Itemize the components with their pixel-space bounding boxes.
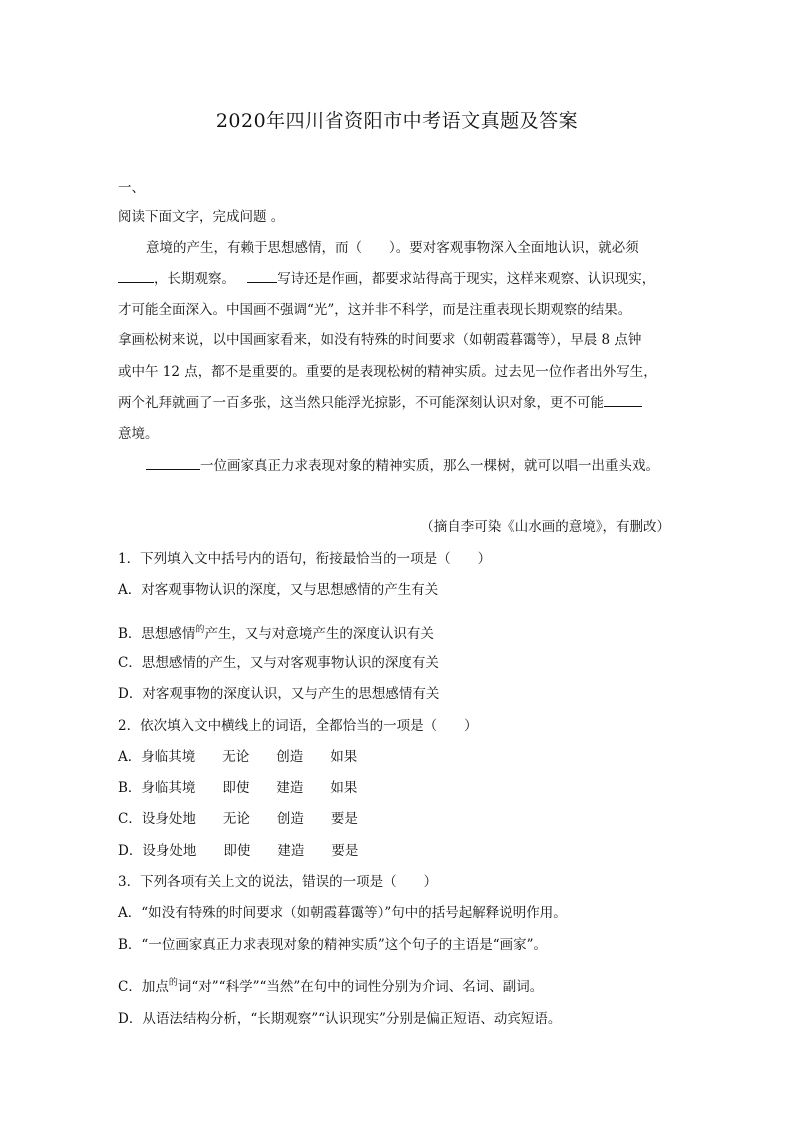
page-title: 2020年四川省资阳市中考语文真题及答案 — [215, 110, 579, 132]
question-2-option-a: A．身临其境 无论 创造 如果 — [118, 749, 358, 765]
question-3-option-c: C．加点$^的$词“对”“科学”“当然”在句中的词性分别为介词、名词、副词。 — [118, 978, 544, 995]
passage-line-8: 一位画家真正力求表现对象的精神实质，那么一棵树，就可以唱一出重头戏。 — [146, 456, 691, 476]
question-2-option-c: C．设身处地 无论 创造 要是 — [118, 811, 358, 827]
question-3-option-b: B．“一位画家真正力求表现对象的精神实质”这个句子的主语是“画家”。 — [118, 937, 548, 953]
question-2-option-b: B．身临其境 即使 建造 如果 — [118, 780, 358, 796]
fill-blank-4 — [146, 457, 200, 470]
question-1-option-c: C．思想感情的产生，又与对客观事物认识的深度有关 — [118, 655, 439, 671]
section-number: 一、 — [118, 180, 145, 196]
question-2-stem: 2．依次填入文中横线上的词语，全都恰当的一项是（ ） — [118, 718, 478, 734]
passage-line-1: 意境的产生，有赖于思想感情，而（ ）。要对客观事物深入全面地认识，就必须 — [146, 240, 639, 256]
question-3-option-d: D．从语法结构分析，“长期观察”“认识现实”分别是偏正短语、动宾短语。 — [118, 1011, 562, 1027]
source-citation: （摘自李可染《山水画的意境》，有删改） — [420, 519, 670, 535]
question-3-stem: 3．下列各项有关上文的说法，错误的一项是（ ） — [118, 874, 438, 890]
question-1-stem: 1．下列填入文中括号内的语句，衔接最恰当的一项是（ ） — [118, 551, 492, 567]
passage-line-5: 或中午 12 点，都不是重要的。重要的是表现松树的精神实质。过去见一位作者出外写生， — [118, 364, 657, 380]
instruction: 阅读下面文字，完成问题 。 — [118, 209, 285, 225]
question-3-option-a: A．“如没有特殊的时间要求（如朝霞暮霭等）”句中的括号起解释说明作用。 — [118, 905, 567, 921]
passage-line-6: 两个礼拜就画了一百多张，这当然只能浮光掠影，不可能深刻认识对象，更不可能 — [118, 393, 688, 413]
fill-blank-3 — [604, 394, 642, 407]
passage-line-7: 意境。 — [118, 426, 159, 442]
fill-blank-1 — [118, 270, 154, 283]
passage-line-4: 拿画松树来说，以中国画家看来，如没有特殊的时间要求（如朝霞暮霭等），早晨 8 点钟 — [118, 332, 642, 348]
passage-line-2: ，长期观察。 写诗还是作画，都要求站得高于现实，这样来观察、认识现实， — [118, 269, 688, 289]
question-2-option-d: D．设身处地 即使 建造 要是 — [118, 843, 359, 859]
fill-blank-2 — [247, 270, 277, 283]
question-1-option-a: A．对客观事物认识的深度，又与思想感情的产生有关 — [118, 582, 439, 598]
question-1-option-b: B．思想感情$^的$产生，又与对意境产生的深度认识有关 — [118, 625, 434, 642]
passage-line-3: 才可能全面深入。中国画不强调“光”，这并非不科学，而是注重表现长期观察的结果。 — [118, 302, 632, 318]
question-1-option-d: D．对客观事物的深度认识，又与产生的思想感情有关 — [118, 686, 440, 702]
